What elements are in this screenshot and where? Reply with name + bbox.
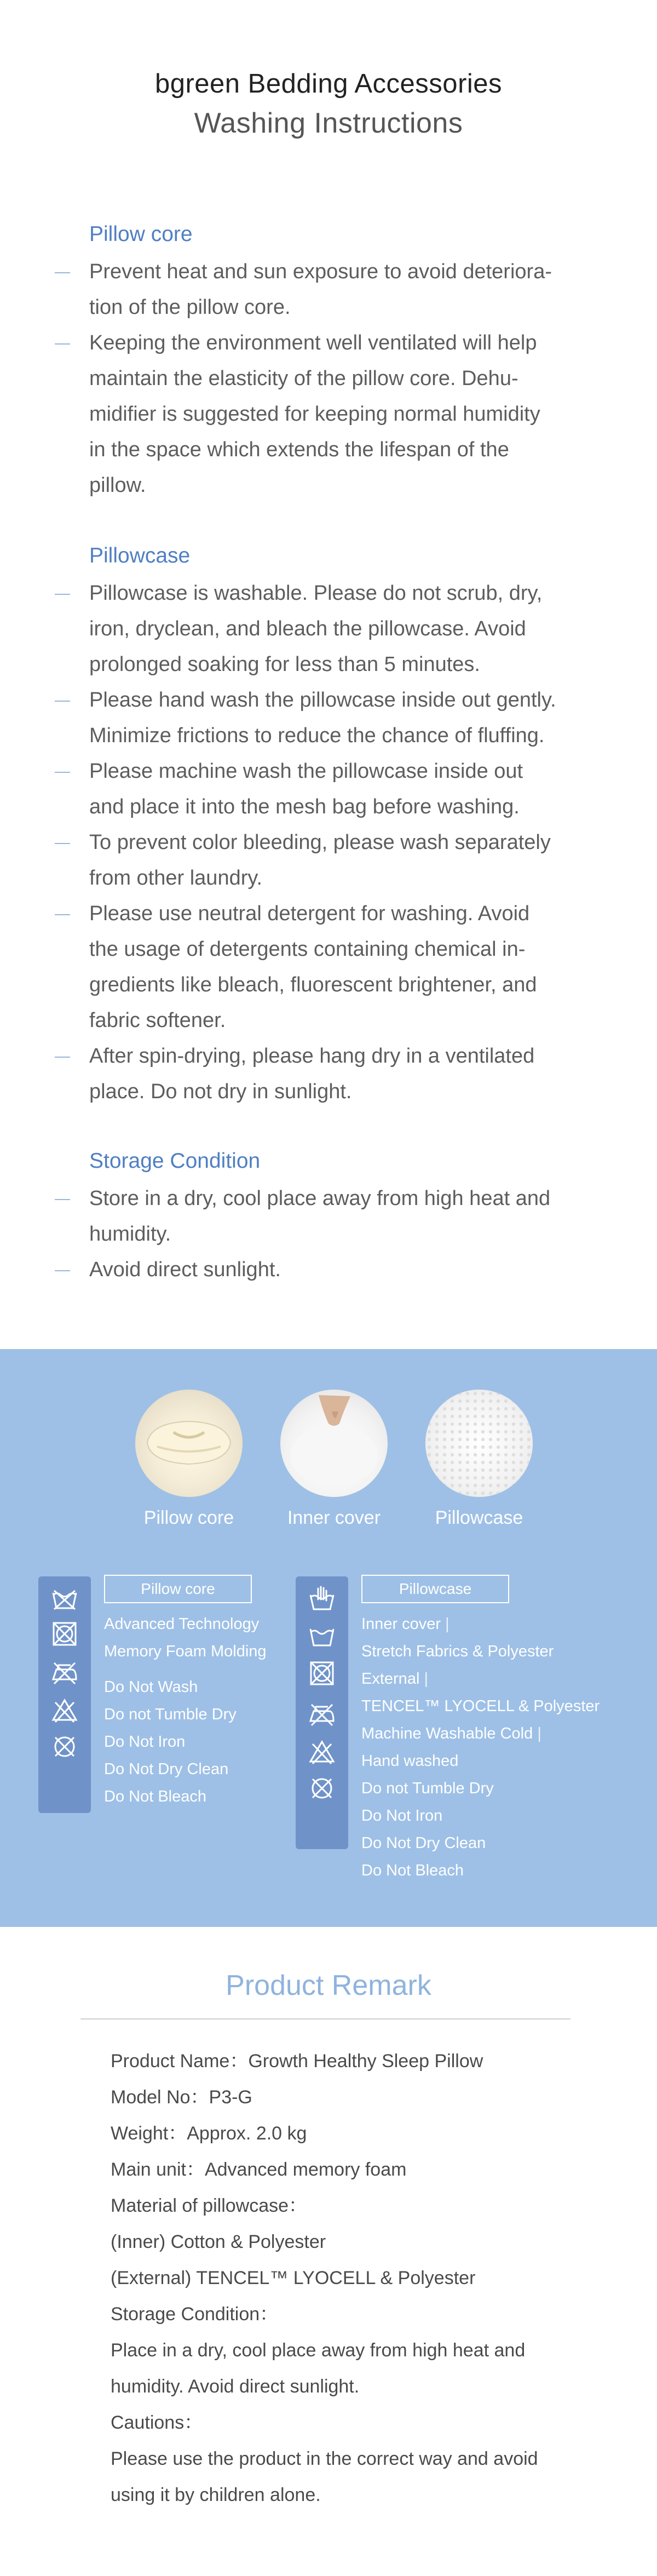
- bullet-dash: [55, 1199, 70, 1200]
- do-not-iron-icon: [307, 1699, 337, 1729]
- bullet-dash: [55, 1270, 70, 1271]
- list-item-line: After spin-drying, please hang dry in a ventilated: [89, 1045, 535, 1068]
- pillowcase-card-title: Pillowcase: [361, 1575, 509, 1603]
- care-line: Do Not Bleach: [361, 1862, 464, 1879]
- separator: |: [441, 1615, 449, 1633]
- care-line: Do Not Dry Clean: [104, 1760, 229, 1778]
- pillow-core-care-list: [104, 1673, 237, 1810]
- remark-line: humidity. Avoid direct sunlight.: [111, 2376, 360, 2397]
- machine-wash-cold-icon: [307, 1621, 337, 1651]
- material-line: Advanced Technology: [104, 1615, 260, 1633]
- page-subtitle: Washing Instructions: [194, 107, 463, 139]
- bullet-dash: [55, 272, 70, 273]
- list-item-line: in the space which extends the lifespan of the: [89, 438, 509, 461]
- care-line: Do not Tumble Dry: [104, 1706, 237, 1723]
- pillow-core-card-title: Pillow core: [104, 1575, 252, 1603]
- remark-line: Place in a dry, cool place away from high heat and: [111, 2340, 526, 2361]
- material-line: [361, 1610, 600, 1638]
- bullet-dash: [55, 843, 70, 844]
- remark-line: using it by children alone.: [111, 2485, 321, 2505]
- hand-wash-icon: [307, 1584, 337, 1614]
- care-line: Do Not Iron: [361, 1807, 443, 1825]
- list-item: [89, 254, 593, 325]
- list-item-line: midifier is suggested for keeping normal humidity: [89, 403, 540, 426]
- do-not-dry-clean-icon: [307, 1774, 337, 1803]
- care-line: Do Not Wash: [104, 1678, 198, 1696]
- material-line: [361, 1665, 600, 1693]
- care-line: Do not Tumble Dry: [361, 1780, 494, 1797]
- do-not-iron-icon: [50, 1657, 79, 1687]
- list-item: [89, 754, 593, 825]
- material-text: Inner cover: [361, 1615, 441, 1633]
- product-remark-title: Product Remark: [226, 1970, 431, 2001]
- pillow-core-material: [104, 1610, 267, 1665]
- remark-line: (External) TENCEL™ LYOCELL & Polyester: [111, 2268, 476, 2288]
- bullet-dash: [55, 772, 70, 773]
- do-not-tumble-dry-icon: [307, 1659, 337, 1688]
- list-item-line: Please machine wash the pillowcase inside out: [89, 760, 523, 783]
- remark-line: (Inner) Cotton & Polyester: [111, 2231, 326, 2252]
- list-item-line: Minimize frictions to reduce the chance of fluffing.: [89, 724, 545, 747]
- care-line: Hand washed: [361, 1752, 459, 1770]
- list-item-line: prolonged soaking for less than 5 minutes.: [89, 653, 480, 676]
- list-item-line: iron, dryclean, and bleach the pillowcase. Avoid: [89, 617, 526, 640]
- remark-line: Model No：P3-G: [111, 2087, 252, 2108]
- care-line: Do Not Dry Clean: [361, 1834, 486, 1852]
- list-item: [89, 896, 593, 1039]
- pillow-core-label: Pillow core: [143, 1507, 234, 1528]
- pillowcase-label: Pillowcase: [435, 1507, 523, 1528]
- material-line: TENCEL™ LYOCELL & Polyester: [361, 1697, 600, 1715]
- list-item-line: Please use neutral detergent for washing. Avoid: [89, 902, 530, 925]
- section-title-pillowcase: Pillowcase: [89, 544, 191, 567]
- do-not-bleach-icon: [50, 1696, 79, 1725]
- list-item-line: place. Do not dry in sunlight.: [89, 1080, 352, 1103]
- bullet-dash: [55, 594, 70, 595]
- list-item: [89, 325, 593, 503]
- divider: [80, 2018, 570, 2020]
- list-item: [89, 576, 593, 682]
- brand-title: bgreen Bedding Accessories: [154, 69, 503, 99]
- bullet-dash: [55, 343, 70, 345]
- list-item-line: Prevent heat and sun exposure to avoid deteriora-: [89, 260, 552, 283]
- do-not-bleach-icon: [307, 1737, 337, 1767]
- list-item-line: the usage of detergents containing chemical in-: [89, 938, 526, 961]
- list-item-line: Pillowcase is washable. Please do not scrub, dry,: [89, 582, 543, 605]
- material-text: External: [361, 1670, 420, 1688]
- pillowcase-care-list: [361, 1720, 541, 1884]
- list-item: [89, 1181, 593, 1252]
- list-item-line: fabric softener.: [89, 1009, 226, 1032]
- remark-line: Main unit：Advanced memory foam: [111, 2159, 407, 2180]
- remark-line: Storage Condition：: [111, 2304, 279, 2325]
- bullet-dash: [55, 914, 70, 915]
- list-item-line: and place it into the mesh bag before washing.: [89, 795, 520, 818]
- section-title-pillow-core: Pillow core: [89, 222, 193, 246]
- care-line: Do Not Iron: [104, 1733, 186, 1751]
- page-header: [0, 0, 657, 140]
- list-item-line: tion of the pillow core.: [89, 296, 291, 319]
- do-not-tumble-dry-icon: [50, 1619, 79, 1649]
- bullet-dash: [55, 1057, 70, 1058]
- separator: |: [419, 1670, 428, 1688]
- list-item-line: Keeping the environment well ventilated will help: [89, 331, 537, 354]
- pillowcase-material: [361, 1610, 600, 1720]
- list-item-line: maintain the elasticity of the pillow core. Dehu-: [89, 367, 518, 390]
- list-item: [89, 1252, 593, 1288]
- list-item-line: To prevent color bleeding, please wash separately: [89, 831, 551, 854]
- do-not-wash-icon: [50, 1584, 79, 1614]
- list-item-line: pillow.: [89, 474, 146, 497]
- remark-line: Product Name：Growth Healthy Sleep Pillow: [111, 2051, 483, 2072]
- section-title-storage: Storage Condition: [89, 1149, 261, 1173]
- do-not-dry-clean-icon: [50, 1732, 79, 1762]
- separator: |: [533, 1725, 541, 1742]
- remark-line: Material of pillowcase：: [111, 2195, 308, 2216]
- inner-cover-label: Inner cover: [287, 1507, 381, 1528]
- list-item-line: gredients like bleach, fluorescent brightener, and: [89, 973, 537, 996]
- remark-line: Please use the product in the correct way and avoid: [111, 2448, 538, 2469]
- list-item-line: Store in a dry, cool place away from high heat and: [89, 1187, 551, 1210]
- pillow-core-icon-panel: [38, 1576, 91, 1813]
- pillow-core-image: [135, 1390, 243, 1497]
- list-item: [89, 825, 593, 896]
- list-item-line: humidity.: [89, 1223, 171, 1246]
- list-item-line: Please hand wash the pillowcase inside out gently.: [89, 689, 556, 712]
- list-item: [89, 1039, 593, 1110]
- list-item-line: from other laundry.: [89, 867, 263, 890]
- inner-cover-image: [280, 1390, 388, 1497]
- remark-line: Weight：Approx. 2.0 kg: [111, 2123, 307, 2144]
- care-text: Machine Washable Cold: [361, 1725, 533, 1742]
- remark-line: Cautions：: [111, 2412, 203, 2433]
- material-line: Stretch Fabrics & Polyester: [361, 1643, 554, 1660]
- care-line: Do Not Bleach: [104, 1788, 206, 1805]
- care-line: [361, 1720, 541, 1747]
- bullet-dash: [55, 701, 70, 702]
- material-line: Memory Foam Molding: [104, 1643, 267, 1660]
- pillowcase-image: [425, 1390, 533, 1497]
- list-item: [89, 682, 593, 754]
- pillowcase-icon-panel: [296, 1576, 348, 1849]
- list-item-line: Avoid direct sunlight.: [89, 1258, 281, 1281]
